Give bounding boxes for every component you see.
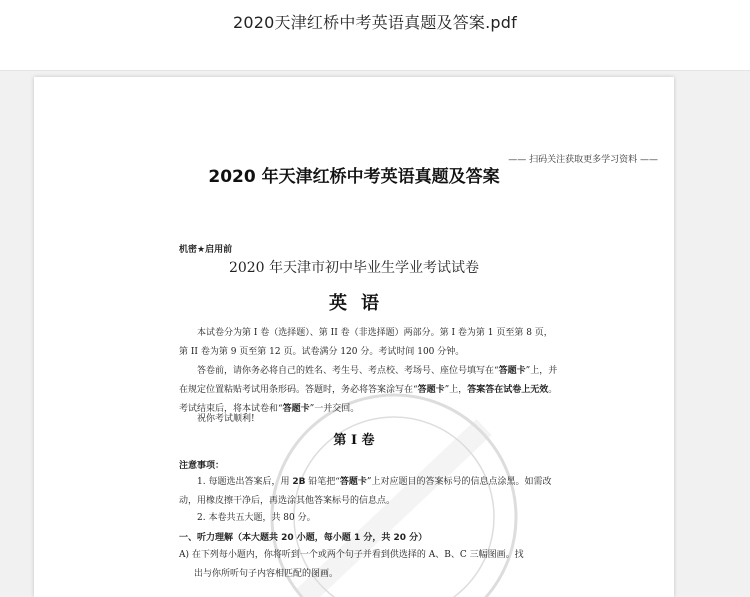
subject-title: 英语	[329, 293, 393, 314]
section-detail: （本大题共 20 小题，每小题 1 分，共 20 分）	[233, 533, 428, 543]
invalid-answer-warning: 答案答在试卷上无效	[467, 385, 549, 395]
exam-title: 2020 年天津市初中毕业生学业考试试卷	[228, 260, 480, 276]
intro-text: 。考试结束后，将本试卷和“	[179, 385, 558, 414]
answer-card-term: 答题卡	[417, 385, 445, 395]
intro-text: ”上，并在规定位置粘贴考试用条形码。答题时，务必将答案涂写在“	[179, 366, 558, 395]
intro-paragraph-1: 本试卷分为第 I 卷（选择题）、第 II 卷（非选择题）两部分。第 I 卷为第 1 页至第 8 页，第 II 卷为第 9 页至第 12 页。试卷满分 120 分。考试时间 100 分钟。	[179, 328, 553, 357]
answer-card-term: 答题卡	[282, 404, 310, 414]
document-page[interactable]	[34, 77, 674, 597]
answer-card-term: 答题卡	[339, 477, 367, 487]
section-a-instruction: A) 在下列每小题内，你将听到一个或两个句子并看到供选择的 A、B、C 三幅图画。找	[179, 550, 524, 560]
notes-heading: 注意事项：	[179, 461, 225, 471]
pencil-term: 2B	[292, 477, 306, 487]
intro-text: ”一并交回。	[309, 404, 360, 414]
promo-text: —— 扫码关注获取更多学习资料 ——	[508, 155, 658, 165]
note-text: ”上对应题目的答案标号的信息点涂黑。如需改动，用橡皮擦干净后，再选涂其他答案标号的信息点。	[179, 477, 552, 506]
good-luck-text: 祝你考试顺利!	[197, 414, 255, 424]
document-title: 2020 年天津红桥中考英语真题及答案	[208, 167, 500, 187]
volume-heading: 第 I 卷	[333, 433, 375, 448]
answer-card-term: 答题卡	[498, 366, 526, 376]
file-name: 2020天津红桥中考英语真题及答案.pdf	[233, 13, 517, 32]
note-text: 1. 每题选出答案后，用	[197, 477, 293, 487]
section-a-instruction-cont: 出与你所听句子内容相匹配的图画。	[194, 569, 339, 579]
note-text: 铅笔把“	[305, 477, 340, 487]
note-2: 2. 本卷共五大题，共 80 分。	[197, 513, 316, 523]
section-title: 一、听力理解	[179, 533, 234, 543]
note-1	[179, 473, 561, 511]
viewer-header	[0, 0, 750, 71]
intro-text: ”上，	[444, 385, 468, 395]
intro-text: 答卷前，请你务必将自己的姓名、考生号、考点校、考场号、座位号填写在“	[197, 366, 499, 376]
secret-label: 机密★启用前	[179, 245, 233, 255]
